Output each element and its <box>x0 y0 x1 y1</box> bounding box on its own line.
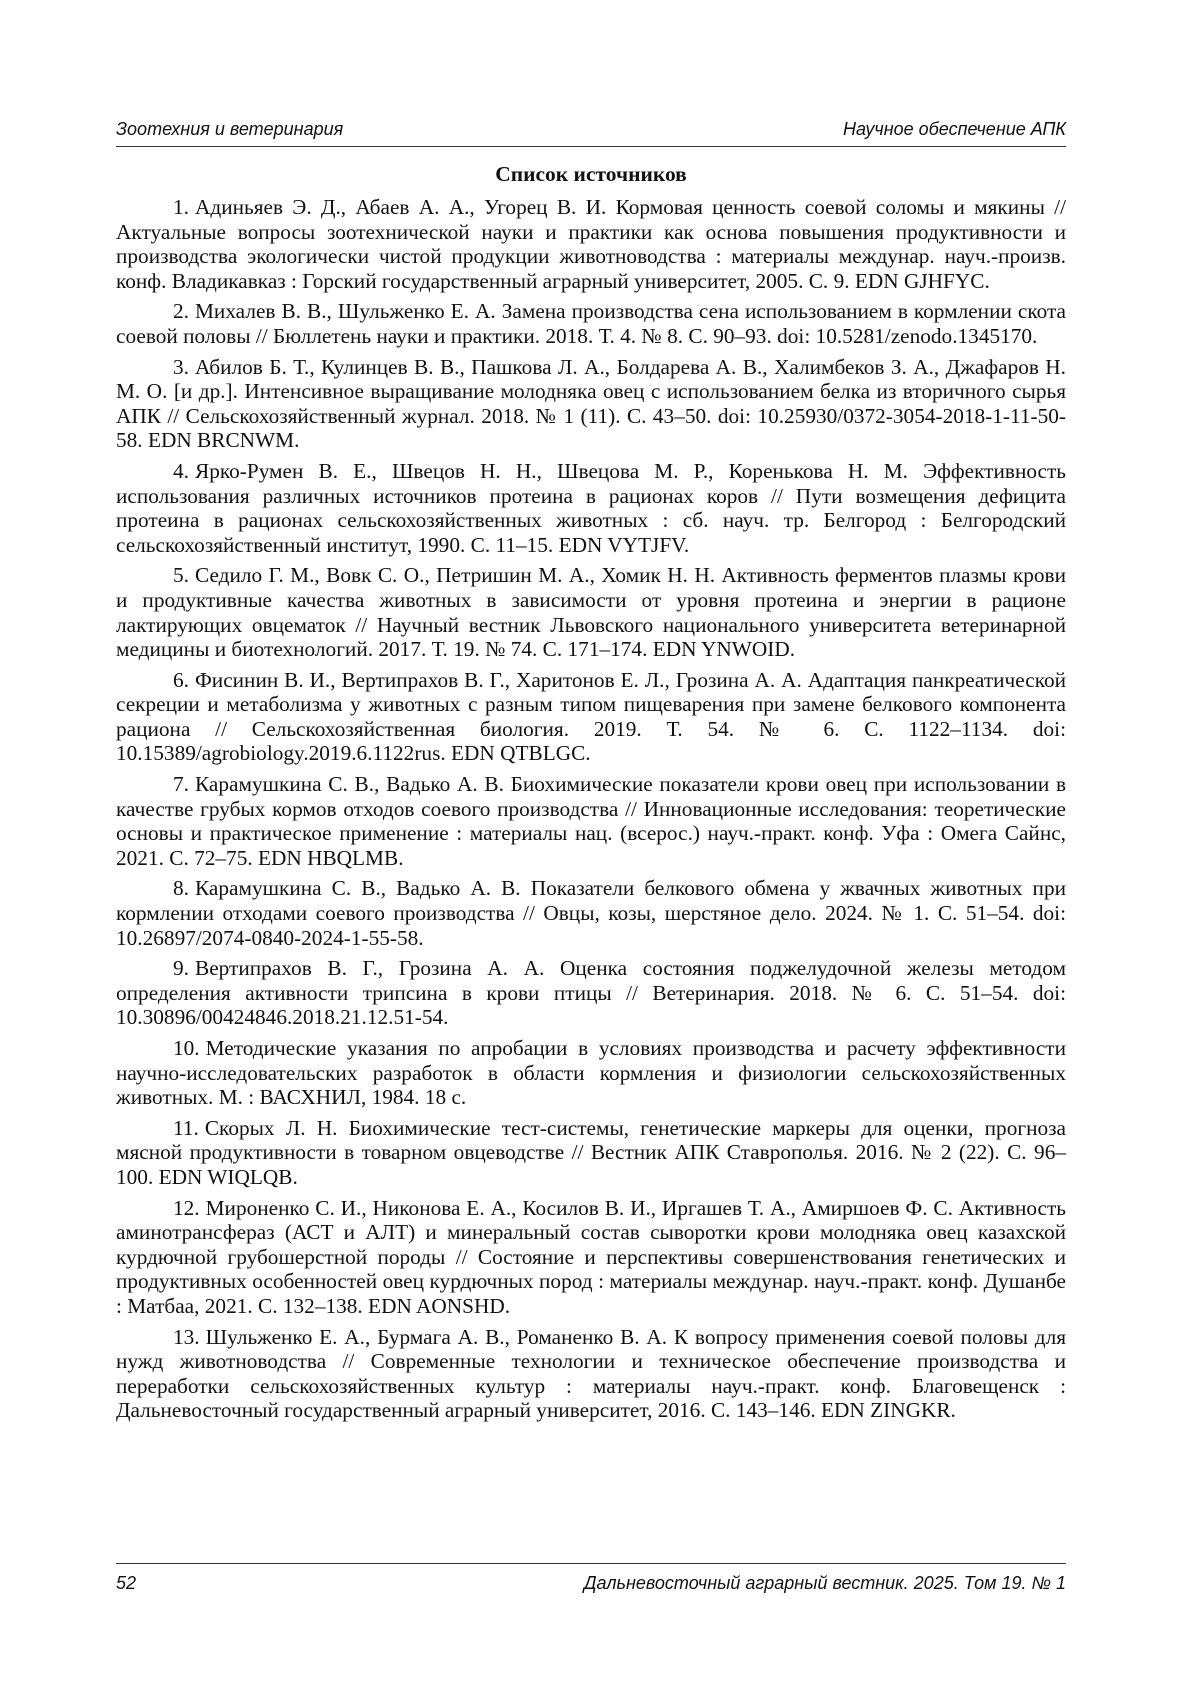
reference-text: Скорых Л. Н. Биохимические тест-системы, генетические маркеры для оценки, прогноза мясной продуктивности в товарном овцеводстве // Вестник АПК Ставрополья. 2016. № 2 (22). С. 96–100. EDN WIQLQB. <box>116 1115 1066 1189</box>
reference-item <box>116 876 1066 950</box>
reference-text: Седило Г. М., Вовк С. О., Петришин М. А., Хомик Н. Н. Активность ферментов плазмы крови и продуктивные качества животных в зависимости от уровня протеина и энергии в рационе лактирующих овцематок // Научный вестник Львовского национального университета ветеринарной медицины и биотехнологий. 2017. Т. 19. № 74. С. 171–174. EDN YNWOID. <box>116 563 1066 662</box>
reference-item <box>116 772 1066 870</box>
reference-item <box>116 299 1066 348</box>
reference-number: 13. <box>173 1324 200 1349</box>
reference-number: 2. <box>173 299 189 324</box>
page-number: 52 <box>116 1573 137 1593</box>
header-section-right: Научное обеспечение АПК <box>842 119 1066 139</box>
reference-text: Карамушкина С. В., Вадько А. В. Биохимические показатели крови овец при использовании в качестве грубых кормов отходов соевого производства // Инновационные исследования: теоретические основы и практическое применение : материалы нац. (всерос.) науч.-практ. конф. Уфа : Омега Сайнс, 2021. С. 72–75. EDN HBQLMB. <box>116 772 1066 870</box>
reference-item <box>116 956 1066 1030</box>
reference-text: Вертипрахов В. Г., Грозина А. А. Оценка состояния поджелудочной железы методом определения активности трипсина в крови птицы // Ветеринария. 2018. № 6. С. 51–54. doi: 10.30896/00424846.2018.21.12.51-54. <box>116 956 1066 1030</box>
reference-number: 12. <box>173 1195 200 1220</box>
running-header <box>116 118 1066 147</box>
page-body <box>116 118 1066 1429</box>
reference-text: Михалев В. В., Шульженко Е. А. Замена производства сена использованием в кормлении скота соевой половы // Бюллетень науки и практики. 2018. Т. 4. № 8. С. 90–93. doi: 10.5281/zenodo.1345170. <box>116 299 1066 348</box>
reference-number: 3. <box>173 354 189 379</box>
reference-item <box>116 195 1066 293</box>
reference-number: 4. <box>173 458 189 483</box>
reference-item <box>116 563 1066 661</box>
reference-item <box>116 459 1066 557</box>
reference-text: Абилов Б. Т., Кулинцев В. В., Пашкова Л. А., Болдарева А. В., Халимбеков З. А., Джафаров Н. М. О. [и др.]. Интенсивное выращивание молодняка овец с использованием белка из вторичного сырья АПК // Сельскохозяйственный журнал. 2018. № 1 (11). С. 43–50. doi: 10.25930/0372-3054-2018-1-11-50-58. EDN BRCNWM. <box>116 354 1066 453</box>
reference-text: Карамушкина С. В., Вадько А. В. Показатели белкового обмена у жвачных животных при кормлении отходами соевого производства // Овцы, козы, шерстяное дело. 2024. № 1. С. 51–54. doi: 10.26897/2074-0840-2024-1-55-58. <box>116 876 1066 950</box>
reference-item <box>116 1325 1066 1423</box>
reference-number: 11. <box>173 1115 199 1140</box>
reference-item <box>116 1116 1066 1190</box>
reference-number: 8. <box>173 876 189 901</box>
reference-item <box>116 355 1066 453</box>
reference-number: 5. <box>173 563 189 588</box>
header-section-left: Зоотехния и ветеринария <box>116 119 344 139</box>
reference-number: 9. <box>173 956 189 981</box>
reference-number: 6. <box>173 667 189 692</box>
reference-text: Ярко-Румен В. Е., Швецов Н. Н., Швецова М. Р., Коренькова Н. М. Эффективность использования различных источников протеина в рационах коров // Пути возмещения дефицита протеина в рационах сельскохозяйственных животных : сб. науч. тр. Белгород : Белгородский сельскохозяйственный институт, 1990. С. 11–15. EDN VYTJFV. <box>116 458 1066 557</box>
reference-text: Мироненко С. И., Никонова Е. А., Косилов В. И., Иргашев Т. А., Амиршоев Ф. С. Активность аминотрансфераз (АСТ и АЛТ) и минеральный состав сыворотки крови молодняка овец казахской курдючной грубошерстной породы // Состояние и перспективы совершенствования генетических и продуктивных особенностей овец курдючных пород : материалы междунар. науч.-практ. конф. Душанбе : Матбаа, 2021. С. 132–138. EDN AONSHD. <box>116 1195 1066 1318</box>
reference-text: Фисинин В. И., Вертипрахов В. Г., Харитонов Е. Л., Грозина А. А. Адаптация панкреатической секреции и метаболизма у животных с разным типом пищеварения при замене белкового компонента рациона // Сельскохозяйственная биология. 2019. Т. 54. № 6. С. 1122–1134. doi: 10.15389/agrobiology.2019.6.1122rus. EDN QTBLGC. <box>116 667 1066 766</box>
reference-text: Адиньяев Э. Д., Абаев А. А., Угорец В. И. Кормовая ценность соевой соломы и мякины // Актуальные вопросы зоотехнической науки и практики как основа повышения продуктивности и производства экологически чистой продукции животноводства : материалы междунар. науч.-произв. конф. Владикавказ : Горский государственный аграрный университет, 2005. С. 9. EDN GJHFYC. <box>116 195 1066 293</box>
reference-item <box>116 1196 1066 1319</box>
reference-item <box>116 668 1066 766</box>
reference-number: 10. <box>173 1036 200 1060</box>
journal-citation: Дальневосточный аграрный вестник. 2025. Том 19. № 1 <box>583 1573 1066 1593</box>
reference-list <box>116 195 1066 1423</box>
reference-text: Шульженко Е. А., Бурмага А. В., Романенко В. А. К вопросу применения соевой половы для нужд животноводства // Современные технологии и техническое обеспечение производства и переработки сельскохозяйственных культур : материалы науч.-практ. конф. Благовещенск : Дальневосточный государственный аграрный университет, 2016. С. 143–146. EDN ZINGKR. <box>116 1324 1066 1423</box>
reference-number: 7. <box>173 772 189 797</box>
reference-text: Методические указания по апробации в условиях производства и расчету эффективности научно-исследовательских разработок в области кормления и физиологии сельскохозяйственных животных. М. : ВАСХНИЛ, 1984. 18 с. <box>116 1036 1066 1110</box>
reference-item <box>116 1036 1066 1110</box>
reference-number: 1. <box>173 195 189 219</box>
running-footer <box>116 1563 1066 1594</box>
section-title: Список источников <box>495 162 687 186</box>
